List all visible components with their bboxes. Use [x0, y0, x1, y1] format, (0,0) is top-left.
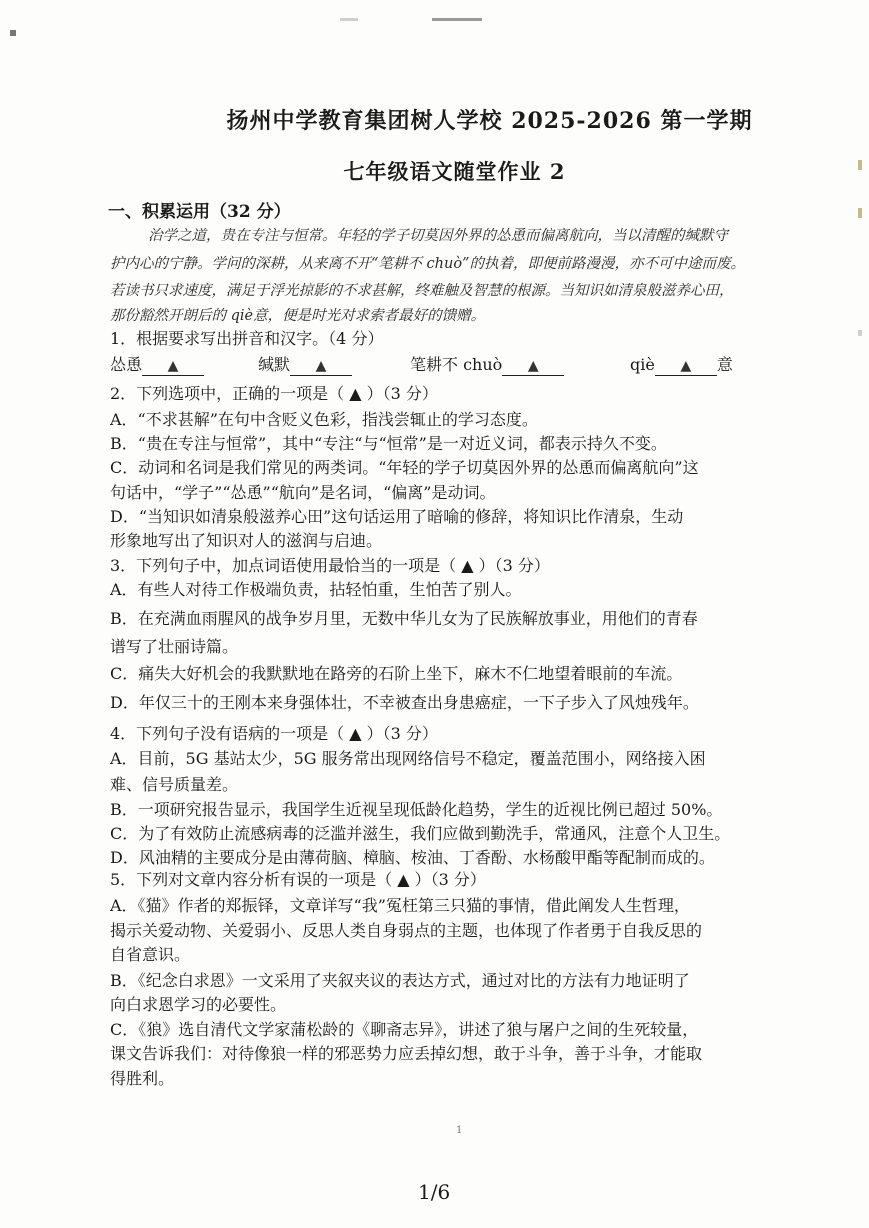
- question-4-option: B．一项研究报告显示，我国学生近视呈现低龄化趋势，学生的近视比例已超过 50%。: [110, 800, 723, 819]
- question-5-option: 自省意识。: [110, 945, 191, 964]
- question-5-option: 课文告诉我们：对待像狼一样的邪恶势力应丢掉幻想，敢于斗争，善于斗争，才能取: [110, 1044, 703, 1063]
- scan-mark-corner: [10, 30, 16, 36]
- question-3-option: D．年仅三十的王刚本来身强体壮，不幸被查出身患癌症，一下子步入了风烛残年。: [110, 693, 699, 712]
- question-4-option: D．风油精的主要成分是由薄荷脑、樟脑、桉油、丁香酚、水杨酸甲酯等配制而成的。: [110, 848, 715, 867]
- page-number: 1/6: [418, 1180, 451, 1204]
- question-5-option: 得胜利。: [110, 1069, 175, 1088]
- question-2-option: B．“贵在专注与恒常”，其中“专注“与“恒常”是一对近义词，都表示持久不变。: [110, 434, 667, 453]
- page-title: 扬州中学教育集团树人学校 2025-2026 第一学期: [226, 108, 753, 134]
- question-2-option: 句话中，“学子”“怂恿”“航向”是名词，“偏离”是动词。: [110, 483, 496, 502]
- passage-line: 护内心的宁静。学问的深耕，从来离不开“笔耕不 chuò”的执着，即便前路漫漫，亦不可中途而废。: [110, 256, 745, 272]
- question-3-option: B．在充满血雨腥风的战争岁月里，无数中华儿女为了民族解放事业，用他们的青春: [110, 609, 698, 628]
- question-5-stem: 5．下列对文章内容分析有误的一项是（ ▲ ）（3 分）: [110, 870, 486, 889]
- question-5-option: 揭示关爱动物、关爱弱小、反思人类自身弱点的主题，也体现了作者勇于自我反思的: [110, 921, 703, 940]
- question-3-option: C．痛失大好机会的我默默地在路旁的石阶上坐下，麻木不仁地望着眼前的车流。: [110, 664, 683, 683]
- page-tick-mark: 1: [456, 1125, 463, 1136]
- question-2-stem: 2．下列选项中，正确的一项是（ ▲ ）（3 分）: [110, 384, 438, 403]
- blank-item: 笔耕不 chuò ▲: [410, 352, 564, 376]
- question-2-option: A．“不求甚解”在句中含贬义色彩，指浅尝辄止的学习态度。: [110, 410, 538, 429]
- question-1-stem: 1．根据要求写出拼音和汉字。（4 分）: [110, 329, 384, 348]
- page-subtitle: 七年级语文随堂作业 2: [343, 159, 566, 184]
- question-2-option: C．动词和名词是我们常见的两类词。“年轻的学子切莫因外界的怂恿而偏离航向”这: [110, 458, 699, 477]
- section-heading: 一、积累运用（32 分）: [108, 202, 291, 222]
- blank-item: 缄默 ▲: [258, 352, 352, 376]
- question-1-blanks: [110, 352, 790, 374]
- blank-item: 怂恿 ▲: [110, 352, 204, 376]
- question-5-option: A．《猫》作者的郑振铎，文章详写“我”冤枉第三只猫的事情，借此阐发人生哲理，: [110, 896, 690, 915]
- scan-edge-mark: [858, 160, 862, 170]
- question-2-option: D．“当知识如清泉般滋养心田”这句话运用了暗喻的修辞，将知识比作清泉，生动: [110, 507, 684, 526]
- question-3-option: 谱写了壮丽诗篇。: [110, 637, 239, 656]
- scan-edge-mark: [858, 208, 862, 218]
- scan-mark-top-center: [432, 18, 482, 21]
- question-5-option: C．《狼》选自清代文学家蒲松龄的《聊斋志异》，讲述了狼与屠户之间的生死较量，: [110, 1020, 699, 1039]
- question-3-stem: 3．下列句子中，加点词语使用最恰当的一项是（ ▲ ）（3 分）: [110, 556, 550, 575]
- passage-line: 那份豁然开朗后的 qiè意，便是时光对求索者最好的馈赠。: [110, 308, 486, 324]
- answer-blank[interactable]: ▲: [142, 356, 204, 376]
- question-4-option: A．目前，5G 基站太少，5G 服务常出现网络信号不稳定，覆盖范围小，网络接入困: [110, 749, 706, 768]
- question-5-option: 向白求恩学习的必要性。: [110, 995, 287, 1014]
- scan-edge-mark: [858, 330, 862, 336]
- question-4-option: C．为了有效防止流感病毒的泛滥并滋生，我们应做到勤洗手，常通风，注意个人卫生。: [110, 824, 731, 843]
- answer-blank[interactable]: ▲: [655, 356, 717, 376]
- answer-blank[interactable]: ▲: [502, 356, 564, 376]
- question-5-option: B．《纪念白求恩》一文采用了夹叙夹议的表达方式，通过对比的方法有力地证明了: [110, 971, 690, 990]
- blank-item: qiè ▲ 意: [630, 355, 733, 374]
- question-3-option: A．有些人对待工作极端负责，拈轻怕重，生怕苦了别人。: [110, 580, 522, 599]
- answer-blank[interactable]: ▲: [290, 356, 352, 376]
- scan-mark-top-left: [340, 18, 358, 21]
- question-4-option: 难、信号质量差。: [110, 775, 239, 794]
- passage-line: 治学之道，贵在专注与恒常。年轻的学子切莫因外界的怂恿而偏离航向，当以清醒的缄默守: [148, 228, 728, 244]
- passage-line: 若读书只求速度，满足于浮光掠影的不求甚解，终难触及智慧的根源。当知识如清泉般滋养心田，: [110, 283, 734, 299]
- question-4-stem: 4．下列句子没有语病的一项是（ ▲ ）（3 分）: [110, 724, 438, 743]
- question-2-option: 形象地写出了知识对人的滋润与启迪。: [110, 531, 383, 550]
